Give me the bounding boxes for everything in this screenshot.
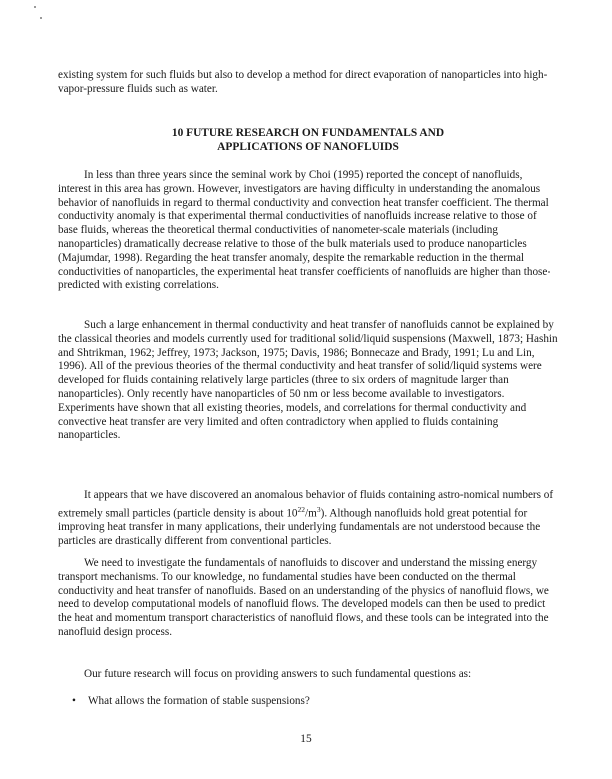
paragraph-1: In less than three years since the seminal work by Choi (1995) reported the concept of nanofluids, interest in this area has grown. However, investigators are having difficulty in understanding the anomalous behavior of nanofluids in regard to thermal conductivity and convection heat transfer coefficient. The thermal conductivity anomaly is that experimental thermal conductivities of nanofluids increase relative to those of base fluids, whereas the theoretical thermal conductivities of nanometer-scale materials (including nanoparticles) dramatically decrease relative to those of the bulk materials used to produce nanoparticles (Majumdar, 1998). Regarding the heat transfer anomaly, despite the remarkable reduction in the thermal conductivities of nanoparticles, the experimental heat transfer coefficients of nanofluids are higher than those predicted with existing correlations.	[58, 169, 549, 292]
paragraph-3-text-a: It appears that we have discovered an anomalous behavior of fluids containing astro-nomical numbers of extremely small particles (particle density is about 10	[58, 489, 554, 520]
unit-exponent: 3	[316, 504, 321, 514]
paragraph-3-unit: /m	[305, 507, 317, 520]
section-heading-line1: 10 FUTURE RESEARCH ON FUNDAMENTALS AND	[171, 127, 445, 139]
bullet-marker: •	[72, 695, 76, 707]
paragraph-4: We need to investigate the fundamentals of nanofluids to discover and understand the missing energy transport mechanisms. To our knowledge, no fundamental studies have been conducted on the thermal conductivity and heat transfer of nanofluids. Based on an understanding of the physics of nanofluid flows, we need to develop computational models of nanofluid flows. The developed models can then be used to predict the heat and momentum transport characteristics of nanofluid flows, and these tools can be integrated into the nanofluid design process.	[58, 557, 549, 638]
page-number: 15	[300, 733, 312, 745]
bullet-item	[72, 695, 310, 709]
scan-speck	[34, 6, 36, 8]
continuation-paragraph: existing system for such fluids but also to develop a method for direct evaporation of nanoparticles into high-vapor-pressure fluids such as water.	[58, 69, 548, 95]
section-heading-line2: APPLICATIONS OF NANOFLUIDS	[217, 140, 399, 153]
scan-speck	[40, 17, 42, 19]
paragraph-3-text-b: ). Although nanofluids hold great potential for improving heat transfer in many applications, their underlying fundamentals are not understood because the particles are drastically different from conventional particles.	[58, 507, 541, 548]
paragraph-5: Our future research will focus on providing answers to such fundamental questions as:	[84, 668, 472, 680]
particle-density-exponent: 22	[297, 504, 306, 514]
paragraph-2: Such a large enhancement in thermal conductivity and heat transfer of nanofluids cannot be explained by the classical theories and models currently used for traditional solid/liquid suspensions (Maxwell, 1873; Hashin and Shtrikman, 1962; Jeffrey, 1973; Jackson, 1975; Davis, 1986; Bonnecaze and Brady, 1991; Lu and Lin, 1996). All of the previous theories of the thermal conductivity and heat transfer of solid/liquid systems were developed for fluids containing relatively large particles (three to six orders of magnitude larger than nanoparticles). Only recently have nanoparticles of 50 nm or less become available to investigators. Experiments have shown that all existing theories, models, and correlations for thermal conductivity and convective heat transfer are very limited and often contradictory when applied to fluids containing nanoparticles.	[58, 319, 558, 442]
bullet-text: What allows the formation of stable suspensions?	[88, 695, 310, 707]
paragraph-3	[58, 489, 558, 549]
section-heading	[58, 127, 558, 155]
